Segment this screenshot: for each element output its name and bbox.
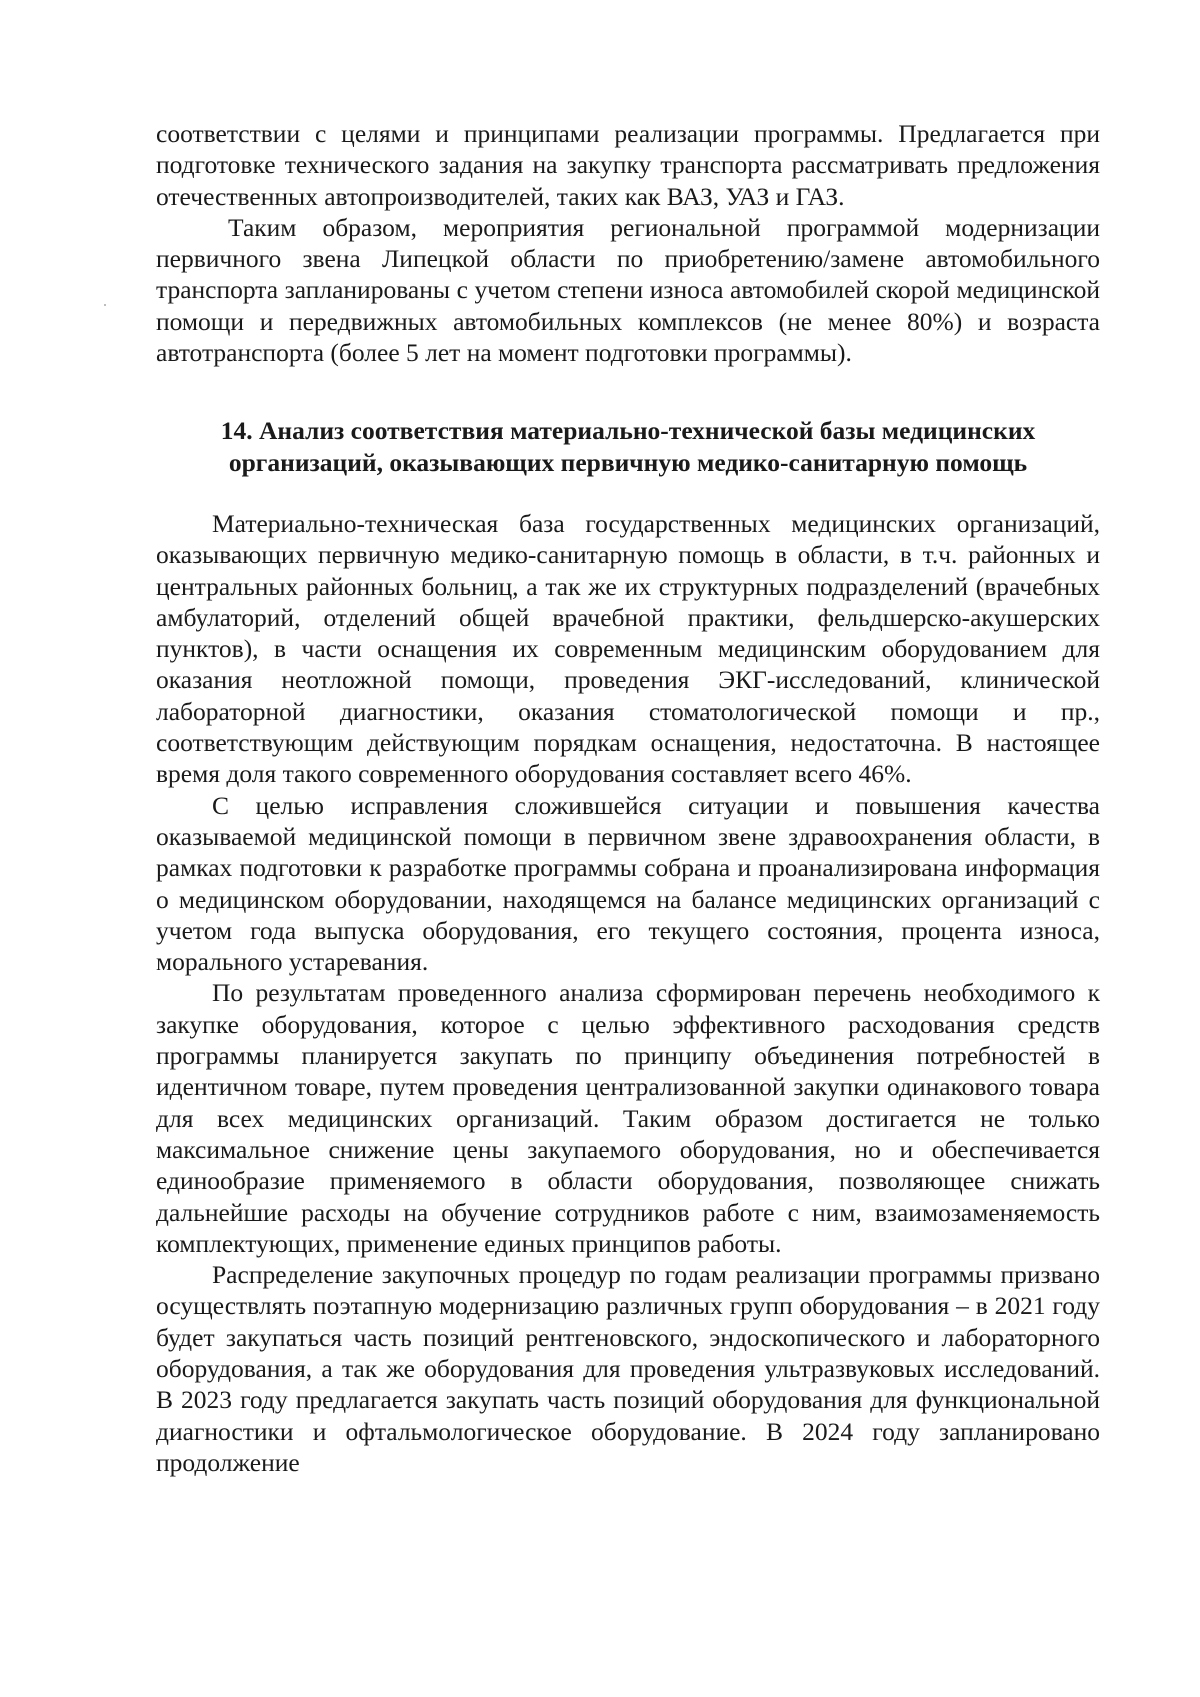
paragraph-conclusion: Таким образом, мероприятия региональной программой модернизации первичного звена Липецкой области по приобретению/замене автомобильного транспорта запланированы с учетом степени износа автомобилей скорой медицинской помощи и передвижных автомобильных комплексов (не менее 80%) и возраста автотранспорта (более 5 лет на момент подготовки программы). [156,212,1100,368]
margin-mark [104,304,106,306]
paragraph-results: По результатам проведенного анализа сформирован перечень необходимого к закупке оборудования, которое с целью эффективного расходования средств программы планируется закупать по принципу объединения потребностей в идентичном товаре, путем проведения централизованной закупки одинакового товара для всех медицинских организаций. Таким образом достигается не только максимальное снижение цены закупаемого оборудования, но и обеспечивается единообразие применяемого в области оборудования, позволяющее снижать дальнейшие расходы на обучение сотрудников работе с ним, взаимозаменяемость комплектующих, применение единых принципов работы. [156,978,1100,1258]
document-page [156,118,1100,1478]
section-heading: 14. Анализ соответствия материально-технической базы медицинских организаций, оказывающих первичную медико-санитарную помощь [220,416,1036,477]
paragraph-continuation: соответствии с целями и принципами реализации программы. Предлагается при подготовке технического задания на закупку транспорта рассматривать предложения отечественных автопроизводителей, таких как ВАЗ, УАЗ и ГАЗ. [156,119,1100,211]
paragraph-analysis: С целью исправления сложившейся ситуации и повышения качества оказываемой медицинской помощи в первичном звене здравоохранения области, в рамках подготовки к разработке программы собрана и проанализирована информация о медицинском оборудовании, находящемся на балансе медицинских организаций с учетом года выпуска оборудования, его текущего состояния, процента износа, морального устаревания. [156,790,1100,977]
paragraph-material-base: Материально-техническая база государственных медицинских организаций, оказывающих первичную медико-санитарную помощь в области, в т.ч. районных и центральных районных больниц, а так же их структурных подразделений (врачебных амбулаторий, отделений общей врачебной практики, фельдшерско-акушерских пунктов), в части оснащения их современным медицинским оборудованием для оказания неотложной помощи, проведения ЭКГ-исследований, клинической лабораторной диагностики, оказания стоматологической помощи и пр., соответствующим действующим порядкам оснащения, недостаточна. В настоящее время доля такого современного оборудования составляет всего 46%. [156,508,1100,789]
paragraph-distribution: Распределение закупочных процедур по годам реализации программы призвано осуществлять поэтапную модернизацию различных групп оборудования – в 2021 году будет закупаться часть позиций рентгеновского, эндоскопического и лабораторного оборудования, а так же оборудования для проведения ультразвуковых исследований. В 2023 году предлагается закупать часть позиций оборудования для функциональной диагностики и офтальмологическое оборудование. В 2024 году запланировано продолжение [156,1260,1100,1477]
